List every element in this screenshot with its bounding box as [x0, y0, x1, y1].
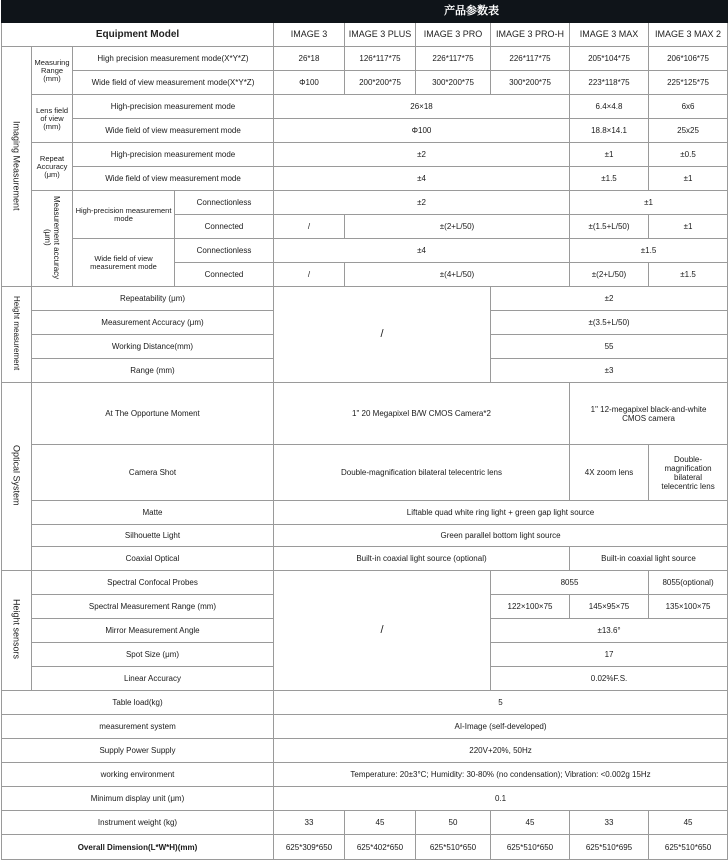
model-image-3: IMAGE 3: [274, 23, 345, 47]
range-wf-value: 300*200*75: [491, 71, 570, 95]
power-supply-label: Supply Power Supply: [2, 739, 274, 763]
measuring-range-label: Measuring Range (mm): [32, 47, 73, 95]
overall-dimension-value: 625*402*650: [345, 835, 416, 860]
table-row: [2, 571, 728, 595]
accuracy-wf-cl-max: ±1.5: [570, 239, 728, 263]
lens-hp-mode: High-precision measurement mode: [73, 95, 274, 119]
instrument-weight-value: 45: [345, 811, 416, 835]
instrument-weight-value: 45: [649, 811, 728, 835]
working-environment-value: Temperature: 20±3°C; Humidity: 30-80% (no condensation); Vibration: <0.002g 15Hz: [274, 763, 728, 787]
table-row: [2, 763, 728, 787]
repeat-wf-mode: Wide field of view measurement mode: [73, 167, 274, 191]
model-image-3-max-2: IMAGE 3 MAX 2: [649, 23, 728, 47]
lens-wf-common: Φ100: [274, 119, 570, 143]
repeat-wf-max: ±1.5: [570, 167, 649, 191]
table-row: [2, 191, 728, 215]
model-image-3-plus: IMAGE 3 PLUS: [345, 23, 416, 47]
accuracy-hp-mode: High-precision measurement mode: [73, 191, 175, 239]
table-row: [2, 95, 728, 119]
lens-hp-max2: 6x6: [649, 95, 728, 119]
working-environment-label: working environment: [2, 763, 274, 787]
accuracy-wf-c-max: ±(2+L/50): [570, 263, 649, 287]
accuracy-hp-c-mid: ±(2+L/50): [345, 215, 570, 239]
height-repeatability-label: Repeatability (μm): [32, 287, 274, 311]
range-wf-value: 223*118*75: [570, 71, 649, 95]
model-image-3-pro-h: IMAGE 3 PRO-H: [491, 23, 570, 47]
table-row: [2, 739, 728, 763]
linear-accuracy-label: Linear Accuracy: [32, 667, 274, 691]
spectral-range-value: 145×95×75: [570, 595, 649, 619]
instrument-weight-value: 50: [416, 811, 491, 835]
optical-group-label: Optical System: [2, 383, 32, 571]
moment-common: 1" 20 Megapixel B/W CMOS Camera*2: [274, 383, 570, 445]
coaxial-max: Built-in coaxial light source: [570, 547, 728, 571]
range-hp-value: 226*117*75: [491, 47, 570, 71]
lens-fov-label: Lens field of view (mm): [32, 95, 73, 143]
overall-dimension-value: 625*510*650: [649, 835, 728, 860]
accuracy-hp-cl-max: ±1: [570, 191, 728, 215]
accuracy-wf-cl-common: ±4: [274, 239, 570, 263]
model-image-3-pro: IMAGE 3 PRO: [416, 23, 491, 47]
overall-dimension-value: 625*510*695: [570, 835, 649, 860]
table-row: [2, 47, 728, 71]
table-row: [2, 287, 728, 311]
min-display-unit-value: 0.1: [274, 787, 728, 811]
table-load-value: 5: [274, 691, 728, 715]
height-na: /: [274, 287, 491, 383]
instrument-weight-value: 33: [274, 811, 345, 835]
table-title: 产品参数表: [2, 1, 728, 23]
accuracy-hp-c-max: ±(1.5+L/50): [570, 215, 649, 239]
height-working-distance-label: Working Distance(mm): [32, 335, 274, 359]
overall-dimension-value: 625*510*650: [491, 835, 570, 860]
imaging-group-label: Imaging Measurement: [2, 47, 32, 287]
camera-shot-common: Double-magnification bilateral telecentric lens: [274, 445, 570, 501]
height-repeatability-value: ±2: [491, 287, 728, 311]
model-image-3-max: IMAGE 3 MAX: [570, 23, 649, 47]
height-group-label: Height measurement: [2, 287, 32, 383]
overall-dimension-label: Overall Dimension(L*W*H)(mm): [2, 835, 274, 860]
accuracy-hp-cl-common: ±2: [274, 191, 570, 215]
range-hp-value: 205*104*75: [570, 47, 649, 71]
repeat-hp-max2: ±0.5: [649, 143, 728, 167]
height-range-label: Range (mm): [32, 359, 274, 383]
measurement-accuracy-label: Measurement accuracy (μm): [32, 191, 73, 287]
lens-wf-mode: Wide field of view measurement mode: [73, 119, 274, 143]
accuracy-connected: Connected: [175, 263, 274, 287]
spot-size-value: 17: [491, 643, 728, 667]
sensors-group-label: Height sensors: [2, 571, 32, 691]
silhouette-value: Green parallel bottom light source: [274, 525, 728, 547]
camera-shot-max: 4X zoom lens: [570, 445, 649, 501]
spot-size-label: Spot Size (μm): [32, 643, 274, 667]
moment-max: 1" 12-megapixel black-and-white CMOS camera: [570, 383, 728, 445]
table-row: [2, 143, 728, 167]
repeat-wf-common: ±4: [274, 167, 570, 191]
table-row: [2, 691, 728, 715]
measurement-system-value: AI-Image (self-developed): [274, 715, 728, 739]
height-range-value: ±3: [491, 359, 728, 383]
range-wf-value: 300*200*75: [416, 71, 491, 95]
range-hp-value: 26*18: [274, 47, 345, 71]
height-working-distance-value: 55: [491, 335, 728, 359]
title-row: [2, 1, 728, 23]
accuracy-wf-c-first: /: [274, 263, 345, 287]
spectral-range-value: 122×100×75: [491, 595, 570, 619]
accuracy-hp-c-max2: ±1: [649, 215, 728, 239]
lens-hp-max: 6.4×4.8: [570, 95, 649, 119]
mirror-angle-value: ±13.6°: [491, 619, 728, 643]
table-row: [2, 167, 728, 191]
probe-label: Spectral Confocal Probes: [32, 571, 274, 595]
range-hp-value: 226*117*75: [416, 47, 491, 71]
overall-dimension-value: 625*510*650: [416, 835, 491, 860]
range-hp-value: 126*117*75: [345, 47, 416, 71]
power-supply-value: 220V+20%, 50Hz: [274, 739, 728, 763]
range-hp-value: 206*106*75: [649, 47, 728, 71]
accuracy-connectionless: Connectionless: [175, 239, 274, 263]
coaxial-label: Coaxial Optical: [32, 547, 274, 571]
table-row: [2, 547, 728, 571]
spectral-range-label: Spectral Measurement Range (mm): [32, 595, 274, 619]
accuracy-wf-c-mid: ±(4+L/50): [345, 263, 570, 287]
mirror-angle-label: Mirror Measurement Angle: [32, 619, 274, 643]
matte-value: Liftable quad white ring light + green gap light source: [274, 501, 728, 525]
height-accuracy-label: Measurement Accuracy (μm): [32, 311, 274, 335]
camera-shot-label: Camera Shot: [32, 445, 274, 501]
table-row: [2, 811, 728, 835]
equipment-model-label: Equipment Model: [2, 23, 274, 47]
height-accuracy-value: ±(3.5+L/50): [491, 311, 728, 335]
min-display-unit-label: Minimum display unit (μm): [2, 787, 274, 811]
sensors-na: /: [274, 571, 491, 691]
table-row: [2, 835, 728, 860]
repeat-hp-mode: High-precision measurement mode: [73, 143, 274, 167]
probe-max2: 8055(optional): [649, 571, 728, 595]
instrument-weight-label: Instrument weight (kg): [2, 811, 274, 835]
matte-label: Matte: [32, 501, 274, 525]
instrument-weight-value: 45: [491, 811, 570, 835]
range-wf-value: 200*200*75: [345, 71, 416, 95]
repeat-hp-max: ±1: [570, 143, 649, 167]
repeat-wf-max2: ±1: [649, 167, 728, 191]
coaxial-common: Built-in coaxial light source (optional): [274, 547, 570, 571]
header-row: [2, 23, 728, 47]
lens-hp-common: 26×18: [274, 95, 570, 119]
table-row: [2, 501, 728, 525]
range-wf-mode: Wide field of view measurement mode(X*Y*Z): [73, 71, 274, 95]
repeat-hp-common: ±2: [274, 143, 570, 167]
range-wf-value: 225*125*75: [649, 71, 728, 95]
lens-wf-max: 18.8×14.1: [570, 119, 649, 143]
lens-wf-max2: 25x25: [649, 119, 728, 143]
moment-label: At The Opportune Moment: [32, 383, 274, 445]
accuracy-hp-c-first: /: [274, 215, 345, 239]
table-row: [2, 787, 728, 811]
table-row: [2, 383, 728, 445]
silhouette-label: Silhouette Light: [32, 525, 274, 547]
range-hp-mode: High precision measurement mode(X*Y*Z): [73, 47, 274, 71]
table-row: [2, 239, 728, 263]
table-load-label: Table load(kg): [2, 691, 274, 715]
accuracy-connected: Connected: [175, 215, 274, 239]
table-row: [2, 119, 728, 143]
range-wf-value: Φ100: [274, 71, 345, 95]
spectral-range-value: 135×100×75: [649, 595, 728, 619]
overall-dimension-value: 625*309*650: [274, 835, 345, 860]
accuracy-connectionless: Connectionless: [175, 191, 274, 215]
camera-shot-max2: Double-magnification bilateral telecentric lens: [649, 445, 728, 501]
accuracy-wf-c-max2: ±1.5: [649, 263, 728, 287]
probe-common: 8055: [491, 571, 649, 595]
table-row: [2, 445, 728, 501]
repeat-accuracy-label: Repeat Accuracy (μm): [32, 143, 73, 191]
spec-table: [1, 0, 728, 860]
table-row: [2, 715, 728, 739]
table-row: [2, 525, 728, 547]
accuracy-wf-mode: Wide field of view measurement mode: [73, 239, 175, 287]
measurement-system-label: measurement system: [2, 715, 274, 739]
table-row: [2, 71, 728, 95]
instrument-weight-value: 33: [570, 811, 649, 835]
linear-accuracy-value: 0.02%F.S.: [491, 667, 728, 691]
